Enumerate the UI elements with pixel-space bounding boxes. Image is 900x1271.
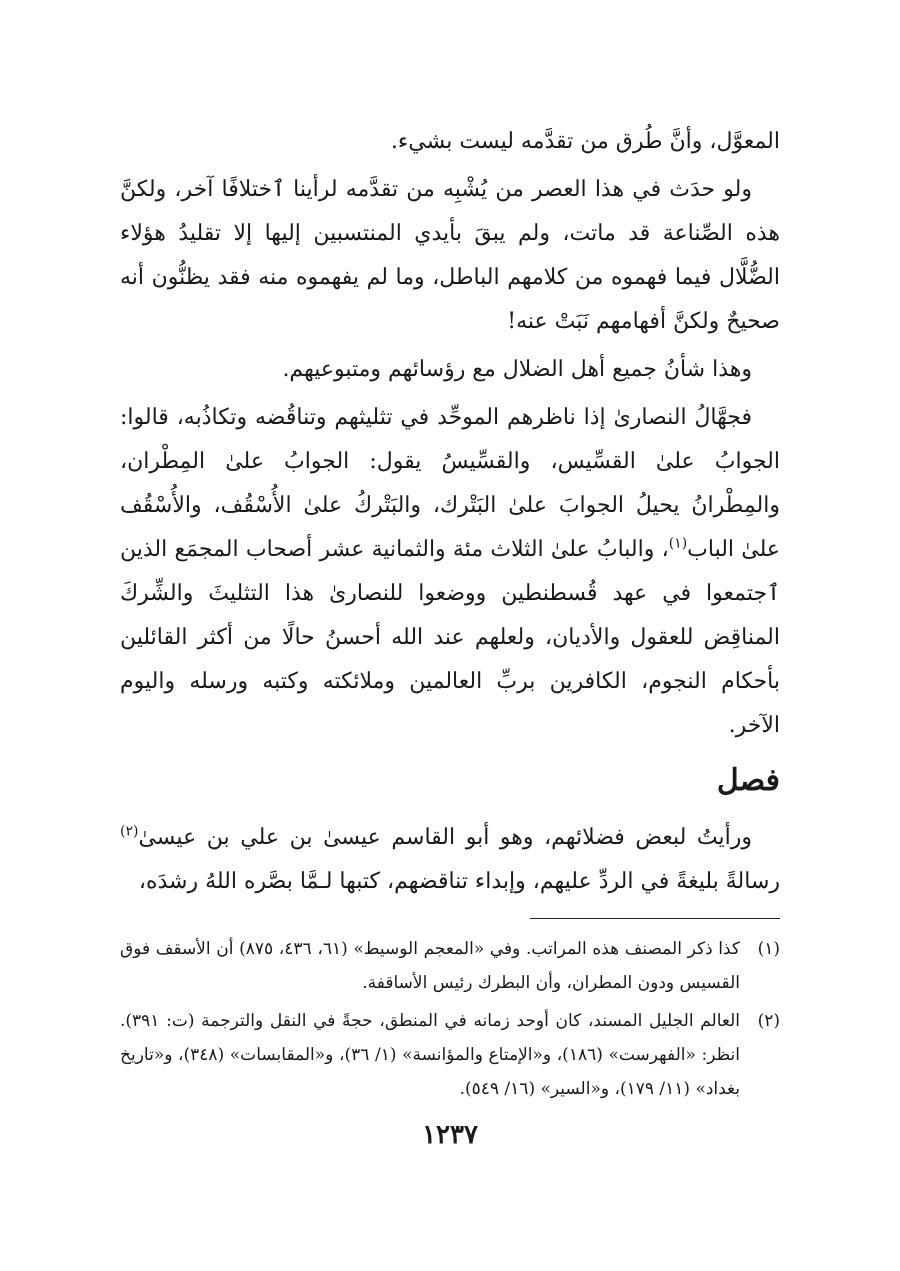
footnote-1 bbox=[120, 932, 780, 1000]
footnote-2-number: (٢) bbox=[757, 1011, 780, 1031]
paragraph-1: المعوَّل، وأنَّ طُرق من تقدَّمه ليست بشيء. bbox=[390, 129, 780, 154]
section-heading: فصل bbox=[716, 763, 780, 798]
paragraph-4-end: ، والبابُ علىٰ الثلاث مئة والثمانية عشر أصحاب المجمَع الذين ٱجتمعوا في عهد قُسطنطين ووضعوا للنصارىٰ هذا التثليثَ والشِّركَ المناقِض للعقول والأديان، ولعلهم عند الله أحسنُ حالًا من أكثر القائلين بأحكام النجوم، الكافرين بربِّ العالمين وملائكته وكتبه ورسله واليوم الآخر. bbox=[120, 537, 780, 738]
page-number: ١٢٣٧ bbox=[422, 1120, 478, 1150]
paragraph-5 bbox=[120, 816, 780, 904]
paragraph-2: ولو حدَث في هذا العصر من يُشْبِه من تقدَّمه لرأينا ٱختلافًا آخر، ولكنَّ هذه الصِّناعة قد ماتت، ولم يبقَ بأيدي المنتسبين إليها إلا تقليدُ هؤلاء الضُّلَّال فيما فهموه من كلامهم الباطل، وما لم يفهموه منه فقد يظنُّون أنه صحيحٌ ولكنَّ أفهامهم نَبَتْ عنه! bbox=[120, 177, 780, 334]
main-text bbox=[120, 120, 780, 908]
footnotes bbox=[120, 932, 780, 1110]
footnote-ref-2: (٢) bbox=[120, 823, 139, 840]
paragraph-3: وهذا شأنُ جميع أهل الضلال مع رؤسائهم ومتبوعيهم. bbox=[282, 357, 752, 382]
footnote-2-text: العالم الجليل المسند، كان أوحد زمانه في المنطق، حجةً في النقل والترجمة (ت: ٣٩١). انظر: «الفهرست» (١٨٦)، و«الإمتاع والمؤانسة» (١/ ٣٦)، و«المقابسات» (٣٤٨)، و«تاريخ بغداد» (١١/ ١٧٩)، و«السير» (١٦/ ٥٤٩). bbox=[120, 1011, 740, 1099]
paragraph-5-end: رسالةً بليغةً في الردِّ عليهم، وإبداء تناقضهم، كتبها لـمَّا بصَّره اللهُ رشدَه، bbox=[138, 869, 780, 894]
footnote-2 bbox=[120, 1004, 780, 1106]
footnote-1-number: (١) bbox=[757, 939, 780, 959]
paragraph-4-start: فجهَّالُ النصارىٰ إذا ناظرهم الموحِّد في تثليثهم وتناقُضه وتكاذُبه، قالوا: الجوابُ علىٰ القسِّيس، والقسِّيسُ يقول: الجوابُ علىٰ المِطْران، والمِطْرانُ يحيلُ الجوابَ علىٰ البَتْرك، والبَتْركُ علىٰ الأُسْقُف، والأُسْقُف علىٰ الباب bbox=[120, 405, 781, 562]
paragraph-5-start: ورأيتُ لبعض فضلائهم، وهو أبو القاسم عيسىٰ بن علي بن عيسىٰ bbox=[138, 825, 752, 850]
footnote-ref-1: (١) bbox=[668, 535, 688, 552]
footnote-1-text: كذا ذكر المصنف هذه المراتب. وفي «المعجم الوسيط» (٦١، ٤٣٦، ٨٧٥) أن الأسقف فوق القسيس ودون المطران، وأن البطرك رئيس الأساقفة. bbox=[120, 939, 741, 993]
paragraph-4 bbox=[120, 396, 780, 748]
footnote-divider bbox=[530, 918, 780, 919]
